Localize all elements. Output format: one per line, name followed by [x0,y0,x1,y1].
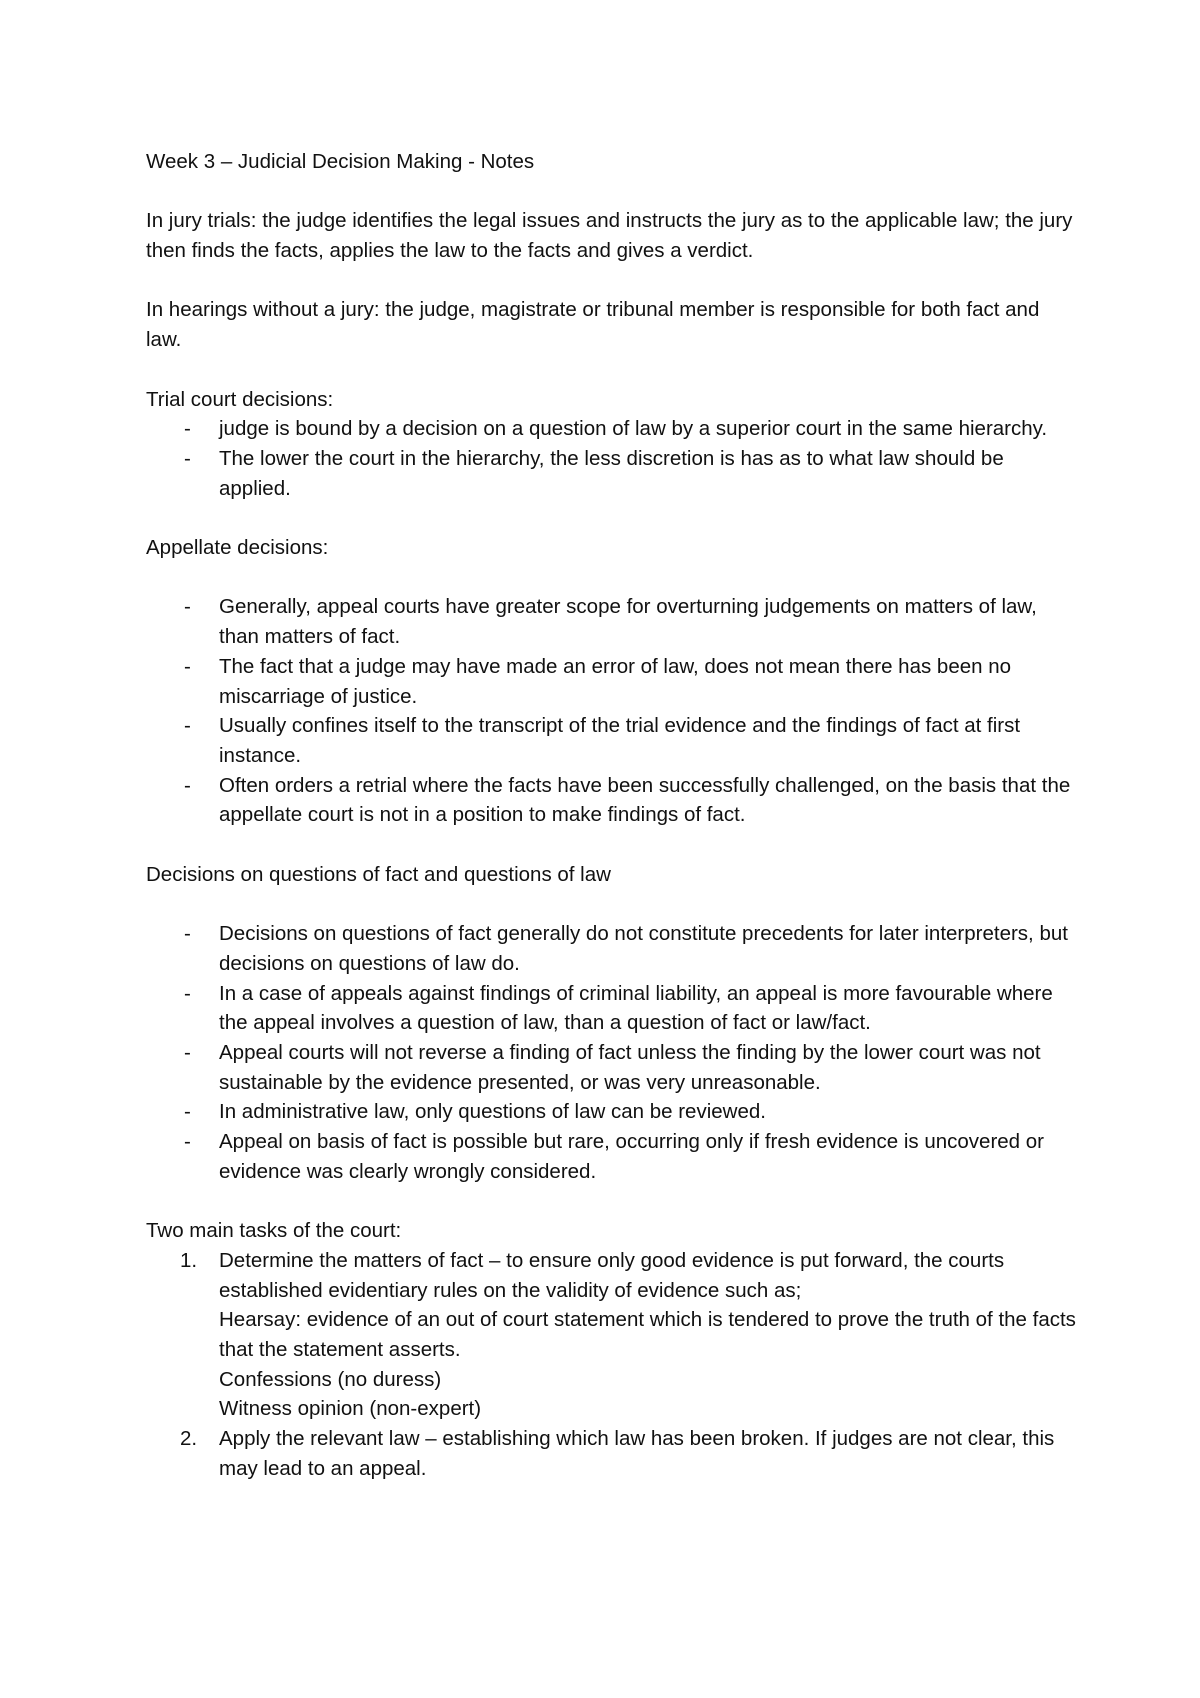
list-item [146,979,1076,1038]
list-item-text: The fact that a judge may have made an error of law, does not mean there has been no miscarriage of justice. [219,654,1012,708]
heading-appellate-decisions: Appellate decisions: [146,536,329,560]
list-item-text: Usually confines itself to the transcript of the trial evidence and the findings of fact at first instance. [219,714,1021,767]
spacer [146,563,1076,593]
list-item [146,1127,1076,1186]
evidence-rule-witness-opinion: Witness opinion (non-expert) [219,1397,482,1421]
list-item [146,592,1076,651]
dash-bullet: - [184,1130,191,1154]
list-item [146,919,1076,978]
paragraph-jury-trials: In jury trials: the judge identifies the legal issues and instructs the jury as to the applicable law; the jury then finds the facts, applies the law to the facts and gives a verdict. [146,209,1073,263]
list-item-text: Generally, appeal courts have greater scope for overturning judgements on matters of law, than matters of fact. [219,595,1037,649]
evidence-rule-hearsay: Hearsay: evidence of an out of court statement which is tendered to prove the truth of the facts that the statement asserts. [219,1308,1076,1361]
item-number: 2. [180,1427,198,1451]
item-number: 1. [180,1248,198,1272]
list-item-text: Decisions on questions of fact generally do not constitute precedents for later interpreters, but decisions on questions of law do. [219,922,1068,975]
dash-bullet: - [184,714,191,738]
list-item [146,414,1076,444]
dash-bullet: - [184,446,191,470]
list-item [146,771,1076,830]
list-fact-and-law [146,919,1076,1186]
list-item-text: Appeal on basis of fact is possible but rare, occurring only if fresh evidence is uncovered or evidence was clearly wrongly considered. [219,1130,1044,1183]
heading-fact-and-law: Decisions on questions of fact and questions of law [146,862,611,886]
evidence-rule-confessions: Confessions (no duress) [219,1367,442,1391]
numbered-item-text: Apply the relevant law – establishing which law has been broken. If judges are not clear, this may lead to an appeal. [219,1427,1055,1480]
dash-bullet: - [184,595,191,619]
list-item-text: Appeal courts will not reverse a finding of fact unless the finding by the lower court was not sustainable by the evidence presented, or was very unreasonable. [219,1040,1041,1094]
list-item-text: In administrative law, only questions of law can be reviewed. [219,1100,766,1124]
list-item [146,1097,1076,1127]
spacer [146,1187,1076,1217]
dash-bullet: - [184,1040,191,1064]
spacer [146,266,1076,296]
list-item [146,444,1076,503]
paragraph-hearings-without-jury: In hearings without a jury: the judge, magistrate or tribunal member is responsible for both fact and law. [146,298,1040,352]
list-item-text: judge is bound by a decision on a question of law by a superior court in the same hierarchy. [219,417,1048,441]
list-item-text: Often orders a retrial where the facts have been successfully challenged, on the basis that the appellate court is not in a position to make findings of fact. [219,773,1071,827]
heading-trial-court-decisions: Trial court decisions: [146,387,334,411]
numbered-item [146,1246,1076,1424]
spacer [146,503,1076,533]
list-trial-court-decisions [146,414,1076,503]
dash-bullet: - [184,1100,191,1124]
document-title: Week 3 – Judicial Decision Making - Notes [146,150,535,173]
list-two-main-tasks [146,1246,1076,1484]
spacer [146,830,1076,860]
numbered-item-text: Determine the matters of fact – to ensure only good evidence is put forward, the courts established evidentiary rules on the validity of evidence such as; [219,1248,1005,1302]
spacer [146,889,1076,919]
dash-bullet: - [184,417,191,441]
dash-bullet: - [184,773,191,797]
list-appellate-decisions [146,592,1076,830]
numbered-item [146,1424,1076,1483]
list-item [146,1038,1076,1097]
dash-bullet: - [184,981,191,1005]
spacer [146,355,1076,385]
list-item-text: In a case of appeals against findings of criminal liability, an appeal is more favourable where the appeal involves a question of law, than a question of fact or law/fact. [219,981,1053,1035]
list-item [146,711,1076,770]
dash-bullet: - [184,654,191,678]
document-page [146,147,1076,1484]
list-item [146,652,1076,711]
spacer [146,177,1076,207]
list-item-text: The lower the court in the hierarchy, the less discretion is has as to what law should be applied. [219,446,1004,500]
heading-two-main-tasks: Two main tasks of the court: [146,1219,402,1243]
dash-bullet: - [184,922,191,946]
